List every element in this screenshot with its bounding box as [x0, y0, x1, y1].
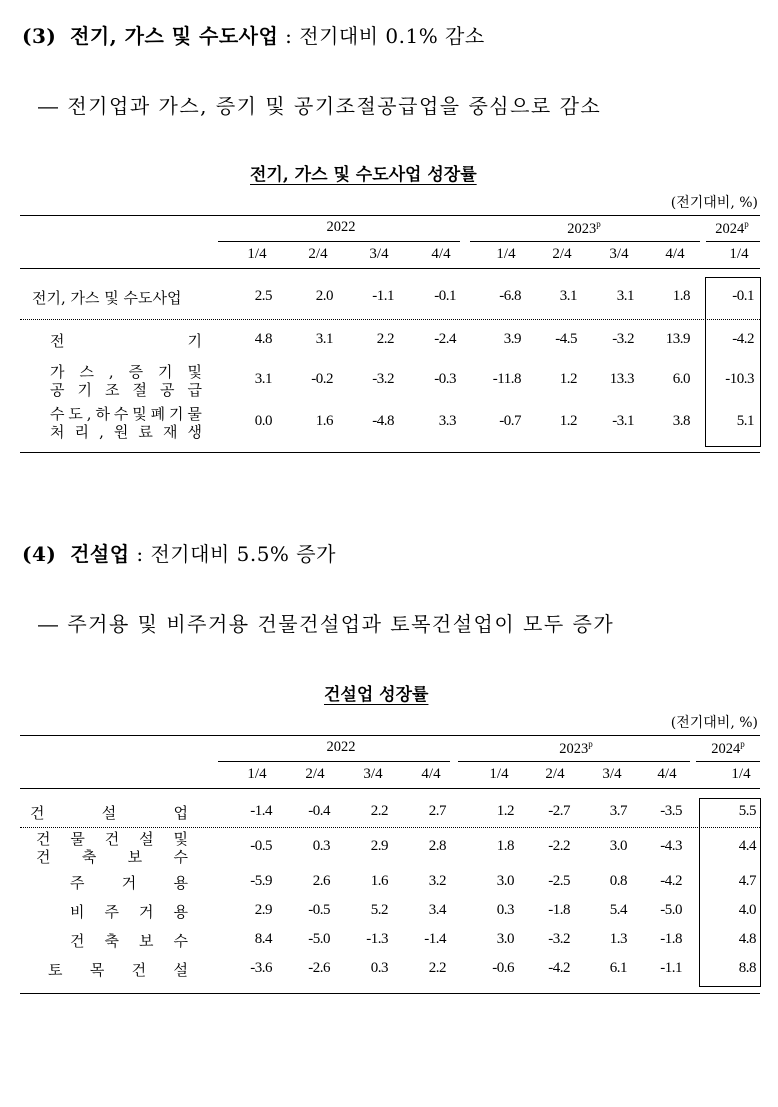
value-cell: 2.8: [428, 838, 446, 854]
section3-table-title: 전기, 가스 및 수도사업 성장률: [250, 165, 477, 185]
value-cell: 4.4: [738, 838, 756, 854]
quarter-label: 3/4: [363, 766, 383, 782]
value-cell: -1.8: [660, 931, 682, 947]
quarter-label: 2/4: [552, 246, 572, 262]
value-cell: 3.1: [254, 371, 272, 387]
value-cell: -3.2: [548, 931, 570, 947]
quarter-label: 3/4: [369, 246, 389, 262]
value-cell: -3.6: [250, 960, 272, 976]
value-cell: -0.4: [308, 803, 330, 819]
value-cell: 2.7: [428, 803, 446, 819]
value-cell: 0.3: [370, 960, 388, 976]
value-cell: 8.8: [738, 960, 756, 976]
value-cell: 3.8: [672, 413, 690, 429]
value-cell: 2.6: [312, 873, 330, 889]
section3-unit: (전기대비, %): [670, 195, 758, 211]
quarter-label: 4/4: [421, 766, 441, 782]
value-cell: -11.8: [492, 371, 521, 387]
value-cell: -5.0: [660, 902, 682, 918]
year-superscript: p: [596, 219, 601, 229]
year-text: 2022: [326, 739, 356, 755]
value-cell: -6.8: [499, 288, 521, 304]
row-label: [36, 830, 188, 866]
value-cell: 3.7: [609, 803, 627, 819]
value-cell: 1.6: [370, 873, 388, 889]
quarter-label: 1/4: [247, 246, 267, 262]
row-label-line: 전 기: [50, 332, 202, 350]
value-cell: 4.7: [738, 873, 756, 889]
total-row-separator: [20, 319, 760, 320]
table-bottom-rule: [20, 993, 760, 994]
year-label: [536, 739, 616, 758]
row-label: [48, 961, 188, 979]
row-label-line: 공 기 조 절 공 급: [50, 381, 202, 399]
value-cell: 1.6: [315, 413, 333, 429]
row-label: [32, 289, 232, 307]
quarter-label: 2/4: [545, 766, 565, 782]
value-cell: -0.5: [250, 838, 272, 854]
row-label: [70, 932, 188, 950]
value-cell: 3.1: [616, 288, 634, 304]
value-cell: 13.3: [609, 371, 634, 387]
year-label: [544, 219, 624, 238]
value-cell: -3.2: [372, 371, 394, 387]
value-cell: 5.4: [609, 902, 627, 918]
total-row-separator: [20, 827, 760, 828]
value-cell: -0.1: [434, 288, 456, 304]
value-cell: -4.8: [372, 413, 394, 429]
value-cell: -1.8: [548, 902, 570, 918]
year-label: [692, 219, 772, 238]
value-cell: -0.2: [311, 371, 333, 387]
quarter-label: 1/4: [489, 766, 509, 782]
value-cell: 3.1: [559, 288, 577, 304]
value-cell: 2.2: [376, 331, 394, 347]
table-top-rule: [20, 215, 760, 216]
value-cell: -4.5: [555, 331, 577, 347]
value-cell: 3.1: [315, 331, 333, 347]
year-group-rule: [218, 761, 450, 762]
row-label: [50, 405, 202, 441]
value-cell: 2.2: [428, 960, 446, 976]
year-group-rule: [706, 241, 760, 242]
table-bottom-rule: [20, 452, 760, 453]
row-label-line: 수 도 , 하 수 및 폐 기 물: [50, 405, 202, 423]
year-text: 2022: [326, 219, 356, 235]
value-cell: -4.2: [548, 960, 570, 976]
value-cell: -1.1: [372, 288, 394, 304]
value-cell: 8.4: [254, 931, 272, 947]
section3-summary: : 전기대비 0.1% 감소: [285, 24, 485, 48]
latest-quarter-box: [699, 798, 761, 987]
section4-unit: (전기대비, %): [670, 715, 758, 731]
value-cell: 1.8: [672, 288, 690, 304]
value-cell: -3.1: [612, 413, 634, 429]
row-label-line: 가 스 , 증 기 및: [50, 363, 202, 381]
value-cell: -1.4: [424, 931, 446, 947]
value-cell: 5.1: [736, 413, 754, 429]
quarter-label: 1/4: [731, 766, 751, 782]
quarter-label: 2/4: [305, 766, 325, 782]
value-cell: -3.2: [612, 331, 634, 347]
section4-name: 건설업: [70, 542, 130, 566]
year-label: [301, 219, 381, 236]
section3-name: 전기, 가스 및 수도사업: [70, 24, 279, 48]
row-label-line: 건 물 건 설 및: [36, 830, 188, 848]
quarter-label: 3/4: [609, 246, 629, 262]
row-label: [30, 804, 188, 822]
value-cell: 3.2: [428, 873, 446, 889]
section4-table-title: 건설업 성장률: [324, 685, 429, 705]
year-text: 2023: [567, 221, 597, 237]
row-label-line: 건 축 보 수: [70, 932, 188, 950]
row-label-line: 처 리 , 원 료 재 생: [50, 423, 202, 441]
value-cell: -0.7: [499, 413, 521, 429]
row-label: [50, 332, 202, 350]
value-cell: 1.2: [496, 803, 514, 819]
value-cell: -4.2: [660, 873, 682, 889]
section4-number: (4): [22, 542, 57, 566]
value-cell: -0.6: [492, 960, 514, 976]
value-cell: 5.5: [738, 803, 756, 819]
value-cell: -10.3: [725, 371, 754, 387]
header-bottom-rule: [20, 268, 760, 269]
value-cell: 0.3: [496, 902, 514, 918]
value-cell: 0.8: [609, 873, 627, 889]
year-text: 2024: [711, 741, 741, 757]
value-cell: 2.2: [370, 803, 388, 819]
row-label-line: 전기, 가스 및 수도사업: [32, 289, 182, 307]
value-cell: -2.5: [548, 873, 570, 889]
section3-number: (3): [22, 24, 57, 48]
value-cell: 3.0: [496, 873, 514, 889]
value-cell: 4.8: [738, 931, 756, 947]
row-label-line: 비 주 거 용: [70, 903, 188, 921]
value-cell: 2.9: [370, 838, 388, 854]
value-cell: 6.1: [609, 960, 627, 976]
year-group-rule: [458, 761, 690, 762]
section3-bullet: ― 전기업과 가스, 증기 및 공기조절공급업을 중심으로 감소: [38, 94, 602, 118]
section3-heading: [22, 20, 485, 49]
value-cell: -5.9: [250, 873, 272, 889]
table-top-rule: [20, 735, 760, 736]
value-cell: -2.7: [548, 803, 570, 819]
value-cell: 3.3: [438, 413, 456, 429]
value-cell: 1.2: [559, 371, 577, 387]
quarter-label: 1/4: [496, 246, 516, 262]
year-label: [301, 739, 381, 756]
value-cell: -0.1: [732, 288, 754, 304]
quarter-label: 1/4: [729, 246, 749, 262]
year-label: [688, 739, 768, 758]
value-cell: 1.8: [496, 838, 514, 854]
value-cell: 6.0: [672, 371, 690, 387]
header-bottom-rule: [20, 788, 760, 789]
section4-summary: : 전기대비 5.5% 증가: [136, 542, 336, 566]
year-text: 2023: [559, 741, 589, 757]
value-cell: -5.0: [308, 931, 330, 947]
value-cell: -1.3: [366, 931, 388, 947]
quarter-label: 4/4: [431, 246, 451, 262]
year-text: 2024: [715, 221, 745, 237]
quarter-label: 4/4: [657, 766, 677, 782]
value-cell: -4.2: [732, 331, 754, 347]
value-cell: 3.9: [503, 331, 521, 347]
row-label: [50, 363, 202, 399]
row-label: [70, 874, 188, 892]
value-cell: 2.0: [315, 288, 333, 304]
year-superscript: p: [740, 739, 745, 749]
value-cell: -1.4: [250, 803, 272, 819]
quarter-label: 1/4: [247, 766, 267, 782]
row-label-line: 주 거 용: [70, 874, 188, 892]
value-cell: 3.4: [428, 902, 446, 918]
value-cell: -1.1: [660, 960, 682, 976]
value-cell: -3.5: [660, 803, 682, 819]
value-cell: 2.5: [254, 288, 272, 304]
value-cell: 3.0: [496, 931, 514, 947]
value-cell: 1.3: [609, 931, 627, 947]
quarter-label: 2/4: [308, 246, 328, 262]
value-cell: 0.3: [312, 838, 330, 854]
section4-bullet: ― 주거용 및 비주거용 건물건설업과 토목건설업이 모두 증가: [38, 612, 615, 636]
year-superscript: p: [744, 219, 749, 229]
value-cell: 1.2: [559, 413, 577, 429]
quarter-label: 4/4: [665, 246, 685, 262]
year-group-rule: [218, 241, 460, 242]
section4-heading: [22, 538, 336, 567]
value-cell: -2.2: [548, 838, 570, 854]
value-cell: -2.6: [308, 960, 330, 976]
value-cell: 13.9: [665, 331, 690, 347]
row-label-line: 건 축 보 수: [36, 848, 188, 866]
year-group-rule: [696, 761, 760, 762]
value-cell: -2.4: [434, 331, 456, 347]
row-label: [70, 903, 188, 921]
value-cell: -0.5: [308, 902, 330, 918]
year-superscript: p: [588, 739, 593, 749]
row-label-line: 건 설 업: [30, 804, 188, 822]
value-cell: -4.3: [660, 838, 682, 854]
year-group-rule: [470, 241, 700, 242]
value-cell: 4.8: [254, 331, 272, 347]
value-cell: 3.0: [609, 838, 627, 854]
value-cell: 0.0: [254, 413, 272, 429]
value-cell: 5.2: [370, 902, 388, 918]
value-cell: 2.9: [254, 902, 272, 918]
value-cell: 4.0: [738, 902, 756, 918]
row-label-line: 토 목 건 설: [48, 961, 188, 979]
value-cell: -0.3: [434, 371, 456, 387]
quarter-label: 3/4: [602, 766, 622, 782]
